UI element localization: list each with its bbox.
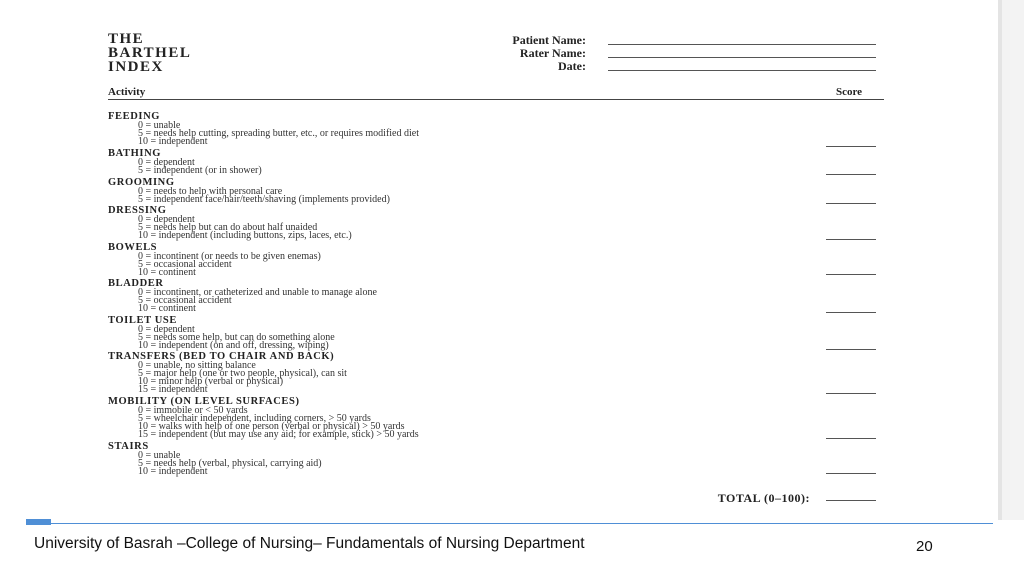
section-dressing: DRESSING [108, 205, 167, 216]
option: 5 = occasional accident [138, 259, 232, 270]
option: 0 = immobile or < 50 yards [138, 405, 248, 416]
section-bathing: BATHING [108, 148, 162, 159]
rater-name-blank [608, 57, 876, 58]
option: 10 = continent [138, 303, 196, 314]
section-bowels: BOWELS [108, 242, 158, 253]
section-bladder: BLADDER [108, 278, 164, 289]
option: 5 = major help (one or two people, physical), can sit [138, 368, 347, 379]
score-blank-toilet-use [826, 349, 876, 350]
date-blank [608, 70, 876, 71]
option: 5 = needs help (verbal, physical, carrying aid) [138, 458, 322, 469]
total-label: TOTAL (0–100): [717, 491, 810, 505]
score-blank-mobility [826, 438, 876, 439]
option: 10 = independent (on and off, dressing, wiping) [138, 340, 329, 351]
option: 0 = needs to help with personal care [138, 186, 283, 197]
option: 0 = dependent [138, 324, 195, 335]
option: 0 = unable [138, 450, 181, 461]
total-score-blank [826, 500, 876, 501]
option: 5 = wheelchair independent, including corners, > 50 yards [138, 413, 371, 424]
option: 10 = continent [138, 267, 196, 278]
option: 15 = independent [138, 384, 208, 395]
option: 0 = dependent [138, 157, 195, 168]
option: 5 = independent (or in shower) [138, 165, 262, 176]
option: 0 = incontinent, or catheterized and unable to manage alone [138, 287, 377, 298]
page-number: 20 [916, 538, 933, 555]
option: 5 = needs some help, but can do something alone [138, 332, 335, 343]
title-line: BARTHEL [108, 45, 192, 61]
date-label: Date: [558, 59, 586, 73]
option: 5 = independent face/hair/teeth/shaving (implements provided) [138, 194, 390, 205]
option: 10 = independent [138, 136, 208, 147]
option: 5 = needs help but can do about half unaided [138, 222, 318, 233]
option: 15 = independent (but may use any aid; for example, stick) > 50 yards [138, 429, 419, 440]
patient-name-label: Patient Name: [512, 33, 586, 47]
option: 0 = unable [138, 120, 181, 131]
patient-name-blank [608, 44, 876, 45]
section-transfers: TRANSFERS (BED TO CHAIR AND BACK) [108, 351, 335, 362]
title-line: THE [108, 31, 145, 47]
rater-name-label: Rater Name: [519, 46, 586, 60]
section-feeding: FEEDING [108, 111, 161, 122]
option: 10 = minor help (verbal or physical) [138, 376, 284, 387]
option: 0 = unable, no sitting balance [138, 360, 256, 371]
title-line: INDEX [108, 59, 164, 75]
header-rule [108, 99, 884, 100]
activity-column-header: Activity [108, 86, 146, 98]
score-column-header: Score [836, 86, 863, 98]
score-blank-grooming [826, 203, 876, 204]
score-blank-feeding [826, 146, 876, 147]
option: 10 = walks with help of one person (verbal or physical) > 50 yards [138, 421, 405, 432]
section-stairs: STAIRS [108, 441, 149, 452]
section-grooming: GROOMING [108, 177, 175, 188]
footer-text: University of Basrah –College of Nursing– Fundamentals of Nursing Department [34, 535, 585, 552]
score-blank-bladder [826, 312, 876, 313]
page-edge-margin [1002, 0, 1024, 520]
option: 10 = independent (including buttons, zips, laces, etc.) [138, 230, 352, 241]
score-blank-bowels [826, 274, 876, 275]
option: 0 = dependent [138, 214, 195, 225]
footer-accent-block [26, 519, 51, 525]
score-blank-stairs [826, 473, 876, 474]
footer-accent-line [51, 523, 993, 524]
score-blank-transfers [826, 393, 876, 394]
option: 10 = independent [138, 466, 208, 477]
option: 5 = occasional accident [138, 295, 232, 306]
option: 5 = needs help cutting, spreading butter, etc., or requires modified diet [138, 128, 419, 139]
section-toilet-use: TOILET USE [108, 315, 177, 326]
score-blank-bathing [826, 174, 876, 175]
option: 0 = incontinent (or needs to be given enemas) [138, 251, 321, 262]
form-title [108, 32, 191, 74]
score-blank-dressing [826, 239, 876, 240]
section-mobility: MOBILITY (ON LEVEL SURFACES) [108, 396, 300, 407]
